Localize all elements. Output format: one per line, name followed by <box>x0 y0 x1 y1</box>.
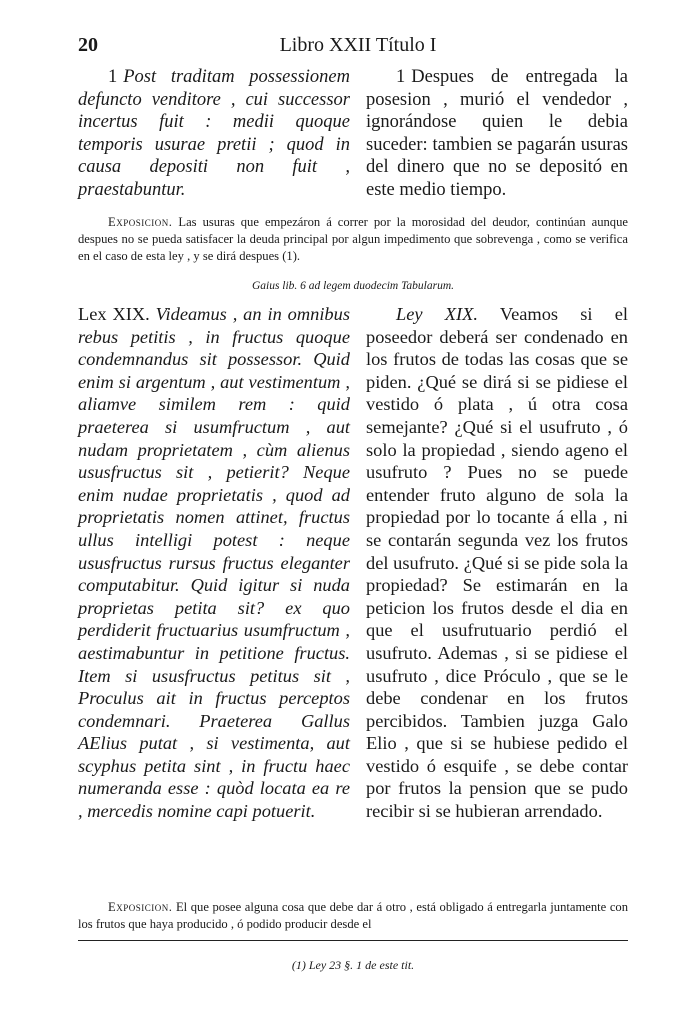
spanish-law-heading: Ley XIX. <box>396 304 478 324</box>
spanish-law-text <box>366 303 628 823</box>
spanish-paragraph-number: 1 <box>396 67 406 87</box>
latin-law-body: Videamus , an in omnibus rebus petitis , in fructus quoque condemnandus sit possessor. Quid enim si argentum , aut vestimentum , aliamve similem rem : quid praeterea si usumfructum , aut nudam proprietatem , cùm alienus ususfructus sit , petierit? Neque enim nudae proprietatis , quod ad proprietatis nomen attinet, fructus ullus intelligi potest : neque ususfructus rursus fructus eleganter computabitur. Quid igitur si nuda proprietas petita sit? ex quo perdiderit fructuarius usumfructum , aestimabuntur in petitione fructus. Item si ususfructus petitus sit , Proculus ait in fructus perceptos condemnari. Praeterea Gallus AElius putat , si vestimenta, aut scyphus petita sint , in fructu haec numeranda esse : quòd locata ea re , mercedis nomine capi potuerit. <box>78 304 350 822</box>
latin-paragraph-text: Post traditam possessionem defuncto venditore , cui successor incertus fuit : medii quoque temporis usurae pretii ; quod in causa depositi non fuit , praestabuntur. <box>78 67 350 200</box>
exposicion-label: Exposicion. <box>108 900 173 914</box>
exposicion-note-1 <box>78 214 628 265</box>
latin-law-text <box>78 303 350 823</box>
exposicion-text: El que posee alguna cosa que debe dar á otro , está obligado á entregarla juntamente con los frutos que haya producido , ó podido producir desde el <box>78 900 628 931</box>
running-title: Libro XXII Título I <box>279 34 437 56</box>
page-header <box>78 34 638 58</box>
footnote: (1) Ley 23 §. 1 de este tit. <box>291 958 415 972</box>
exposicion-note-2 <box>78 899 628 933</box>
latin-paragraph-number: 1 <box>108 67 118 87</box>
footnote-divider <box>78 940 628 941</box>
page-number: 20 <box>78 34 98 56</box>
spanish-law-body: Veamos si el poseedor deberá ser condenado en los frutos de todas las cosas que se piden. ¿Qué se dirá si se pidiese el vestido ó plata , ú otra cosa semejante? ¿Qué si el usufruto , ó solo la propiedad , siendo ageno el usufruto ? Pues no se puede entender fruto alguno de sola la propiedad por lo tocante á ella , ni se contarán segunda vez los frutos del usufruto. ¿Qué si se pide sola la propiedad? Se estimarán en la peticion los frutos desde el dia en que el usufrutuario perdió el usufruto. Ademas , si se pidiese el usufruto , dice Próculo , que se le debe condenar en los frutos percibidos. Tambien juzga Galo Elio , que si se hubiese pedido el vestido ó esquife , se debe contar por frutos la pension que se pudo recibir si se hubieran arrendado. <box>366 304 628 822</box>
spanish-paragraph-1 <box>366 66 628 202</box>
exposicion-text: Las usuras que empezáron á correr por la morosidad del deudor, continúan aunque despues no se pueda satisfacer la deuda principal por algun impedimento que sobrevenga , como se verifica en el caso de esta ley , y se dirá despues (1). <box>78 215 628 263</box>
spanish-paragraph-text: Despues de entregada la posesion , murió el vendedor , ignorándose quien le debia suceder: tambien se pagarán usuras del dinero que no se depositó en este medio tiempo. <box>366 67 628 200</box>
exposicion-label: Exposicion. <box>108 215 173 229</box>
law-citation: Gaius lib. 6 ad legem duodecim Tabularum. <box>251 280 455 292</box>
latin-paragraph-1 <box>78 66 350 202</box>
latin-law-heading: Lex XIX. <box>78 304 150 324</box>
